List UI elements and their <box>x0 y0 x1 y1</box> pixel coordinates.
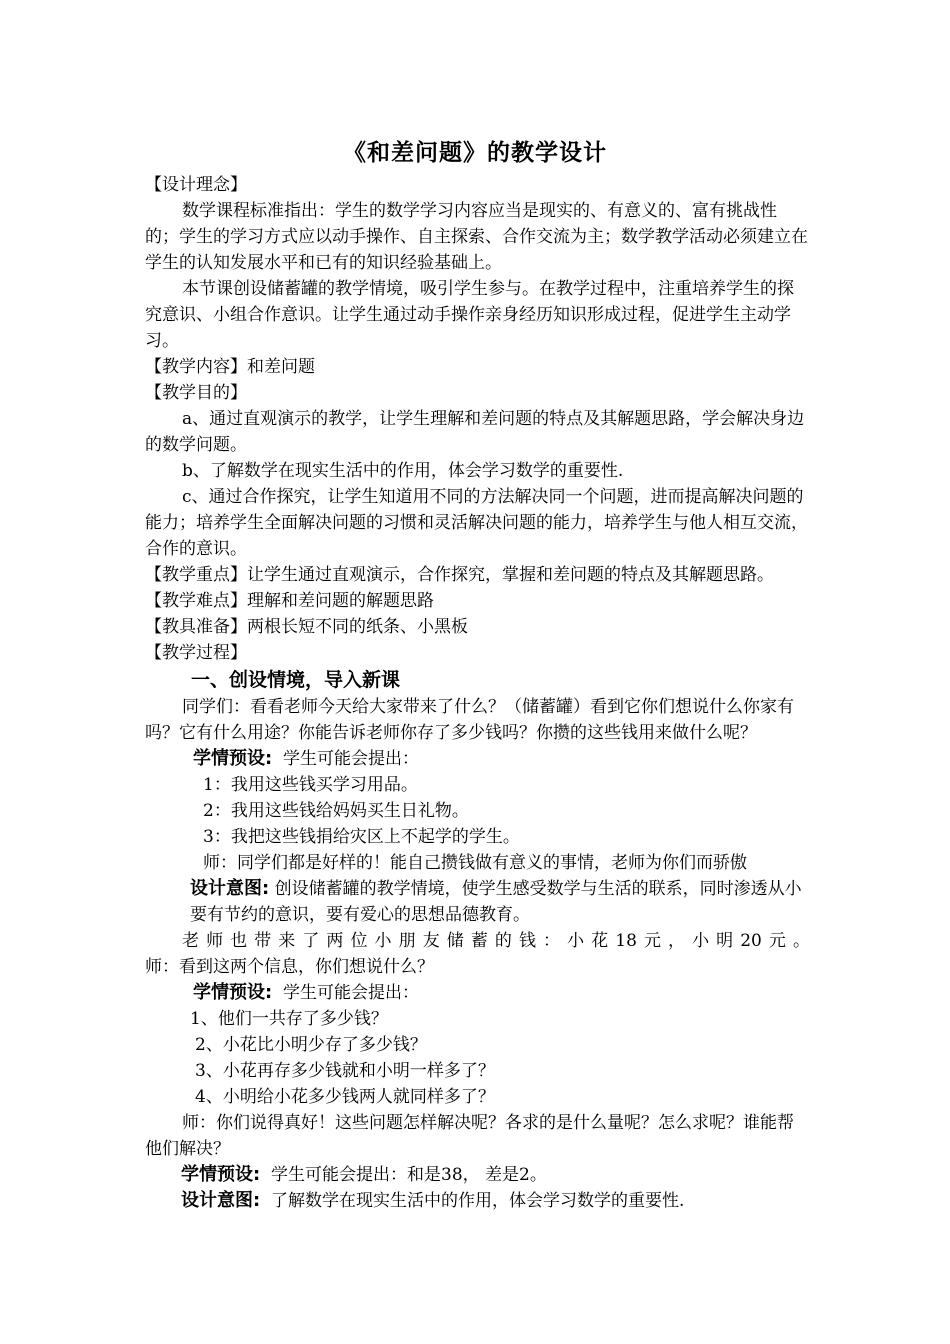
design-concept-paragraph-1: 数学课程标准指出：学生的数学学习内容应当是现实的、有意义的、富有挑战性的；学生的学习方式应以动手操作、自主探索、合作交流为主；数学教学活动必须建立在学生的认知发展水平和已有的知识经验基础上。 <box>145 201 808 273</box>
teaching-content-text: 和差问题 <box>247 357 315 377</box>
prediction-1-item: 2：我用这些钱给妈妈买生日礼物。 <box>203 801 469 821</box>
prediction-3-label: 学情预设: <box>181 1164 261 1185</box>
materials-heading: 【教具准备】 <box>145 617 247 637</box>
objective-c: c、通过合作探究，让学生知道用不同的方法解决同一个问题，进而提高解决问题的能力；培养学生全面解决问题的习惯和灵活解决问题的能力，培养学生与他人相互交流，合作的意识。 <box>145 487 808 559</box>
difficulty-line <box>145 588 810 614</box>
materials-line <box>145 614 810 640</box>
prediction-2-text: 学生可能会提出： <box>283 983 420 1003</box>
prediction-3-text: 学生可能会提出：和是38， 差是2。 <box>271 1165 547 1185</box>
key-point-line <box>145 562 810 588</box>
teaching-content-line <box>145 354 810 380</box>
document-body <box>145 172 810 1214</box>
prediction-3 <box>145 1162 810 1188</box>
design-intent-1-label: 设计意图: <box>190 878 270 899</box>
difficulty-text: 理解和差问题的解题思路 <box>247 591 434 611</box>
objective-a: a、通过直观演示的教学，让学生理解和差问题的特点及其解题思路，学会解决身边的数学问题。 <box>145 409 805 455</box>
difficulty-heading: 【教学难点】 <box>145 591 247 611</box>
teacher-remark-1: 师：同学们都是好样的！能自己攒钱做有意义的事情，老师为你们而骄傲 <box>203 853 747 873</box>
section-1-heading: 一、创设情境，导入新课 <box>191 669 401 691</box>
prediction-1-item: 3：我把这些钱捐给灾区上不起学的学生。 <box>203 827 520 847</box>
materials-text: 两根长短不同的纸条、小黑板 <box>247 617 468 637</box>
money-line-2: 师：看到这两个信息，你们想说什么？ <box>145 957 434 977</box>
prediction-1-text: 学生可能会提出： <box>283 749 420 769</box>
prediction-2-item: 2、小花比小明少存了多少钱？ <box>195 1035 427 1055</box>
objective-b: b、了解数学在现实生活中的作用，体会学习数学的重要性. <box>182 461 624 481</box>
prediction-2-item: 1、他们一共存了多少钱？ <box>190 1009 388 1029</box>
design-concept-paragraph-2: 本节课创设储蓄罐的教学情境，吸引学生参与。在教学过程中，注重培养学生的探究意识、小组合作意识。让学生通过动手操作亲身经历知识形成过程，促进学生主动学习。 <box>145 279 794 351</box>
prediction-2-item: 4、小明给小花多少钱两人就同样多了？ <box>195 1087 495 1107</box>
prediction-2-item: 3、小花再存多少钱就和小明一样多了？ <box>195 1061 495 1081</box>
money-line-1: 老师也带来了两位小朋友储蓄的钱：小花18元，小明20元。 <box>182 931 810 951</box>
key-point-text: 让学生通过直观演示，合作探究，掌握和差问题的特点及其解题思路。 <box>247 565 774 585</box>
design-intent-1-text: 创设储蓄罐的教学情境，使学生感受数学与生活的联系，同时渗透从小要有节约的意识，要有爱心的思想品德教育。 <box>190 879 802 925</box>
objectives-heading: 【教学目的】 <box>145 383 247 403</box>
design-intent-2-text: 了解数学在现实生活中的作用，体会学习数学的重要性. <box>271 1191 685 1211</box>
intro-paragraph: 同学们：看看老师今天给大家带来了什么？（储蓄罐）看到它你们想说什么你家有吗？它有什么用途？你能告诉老师你存了多少钱吗？你攒的这些钱用来做什么呢？ <box>145 697 794 743</box>
teacher-remark-2: 师：你们说得真好！这些问题怎样解决呢？各求的是什么量呢？怎么求呢？谁能帮他们解决？ <box>145 1113 794 1159</box>
design-intent-1 <box>145 876 810 928</box>
process-heading: 【教学过程】 <box>145 643 247 663</box>
design-concept-heading: 【设计理念】 <box>145 175 247 195</box>
document-title: 《和差问题》的教学设计 <box>343 140 607 166</box>
key-point-heading: 【教学重点】 <box>145 565 247 585</box>
teaching-content-heading: 【教学内容】 <box>145 357 247 377</box>
prediction-1-item: 1：我用这些钱买学习用品。 <box>203 775 418 795</box>
design-intent-2-label: 设计意图: <box>181 1190 261 1211</box>
prediction-1-label: 学情预设: <box>193 748 273 769</box>
prediction-2-label: 学情预设: <box>193 982 273 1003</box>
prediction-2 <box>145 980 810 1006</box>
design-intent-2 <box>145 1188 810 1214</box>
prediction-1 <box>145 746 810 772</box>
